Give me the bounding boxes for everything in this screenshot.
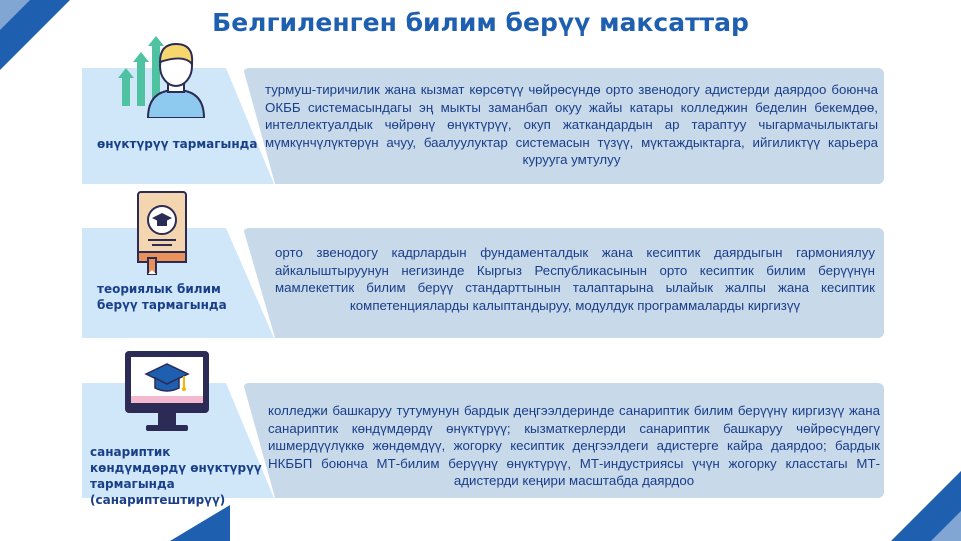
section-2-description: орто звенодогу кадрлардын фундаменталдык жана кесиптик даярдыгын гармониялуу айкалыштыруунун негизинде Кыргыз Республикасынын орто кесиптик билим берүүнүн мамлекеттик билим берүү стандарттынын талаптарына ылайык жалпы жана кесиптик компетенцияларды калыптандыруу, модулдук программаларды киргизүү [275,245,875,313]
section-2-label: теориялык билим берүү тармагында [97,282,227,312]
bottom-right-corner-decoration [891,471,961,541]
graduation-book-icon [134,190,190,276]
graduation-monitor-icon [122,348,212,434]
section-1-label: өнүктүрүү тармагында [97,137,258,151]
growth-person-icon [118,18,208,118]
bottom-center-corner-decoration [170,505,230,541]
section-1-description: турмуш-тиричилик жана кызмат көрсөтүү чөйрөсүндө орто звенодогу адистерди даярдоо боюнча ОКББ системасындагы эң мыкты заманбап окуу жайы катары колледжин беделин бекемдөө, интеллектуалдык чөйрөнү өнүктүрүү, окуп жаткандардын ар тараптуу чыгармачылыктагы мүмкүнчүлүктөрүн ачуу, баалуулуктар системасын түзүү, мүктаждыктарга, ийгиликтүү карьера курууга умтулуу [265,82,878,167]
section-3-description: колледжи башкаруу тутумунун бардык деңгээлдеринде санариптик билим берүүнү киргизүү жана санариптик көндүмдөрдү өнүктүрүү; кызматкерлерди санариптик башкаруу чөйрөсүндөгү ишмердүүлүккө жөндөмдүү, жогорку кесиптик деңгээлдеги адистерге кайра даярдоо; бардык НКББП боюнча МТ-билим берүүнү өнүктүрүү, МТ-индустриясы үчүн жогорку класстагы МТ-адистерди кеңири масштабда даярдоо [268,403,880,488]
section-3-label: санариптик көндүмдөрдү өнүктүрүү тармагында (санариптештирүү) [90,445,262,507]
page-title: Белгиленген билим берүү максаттар [212,8,749,37]
